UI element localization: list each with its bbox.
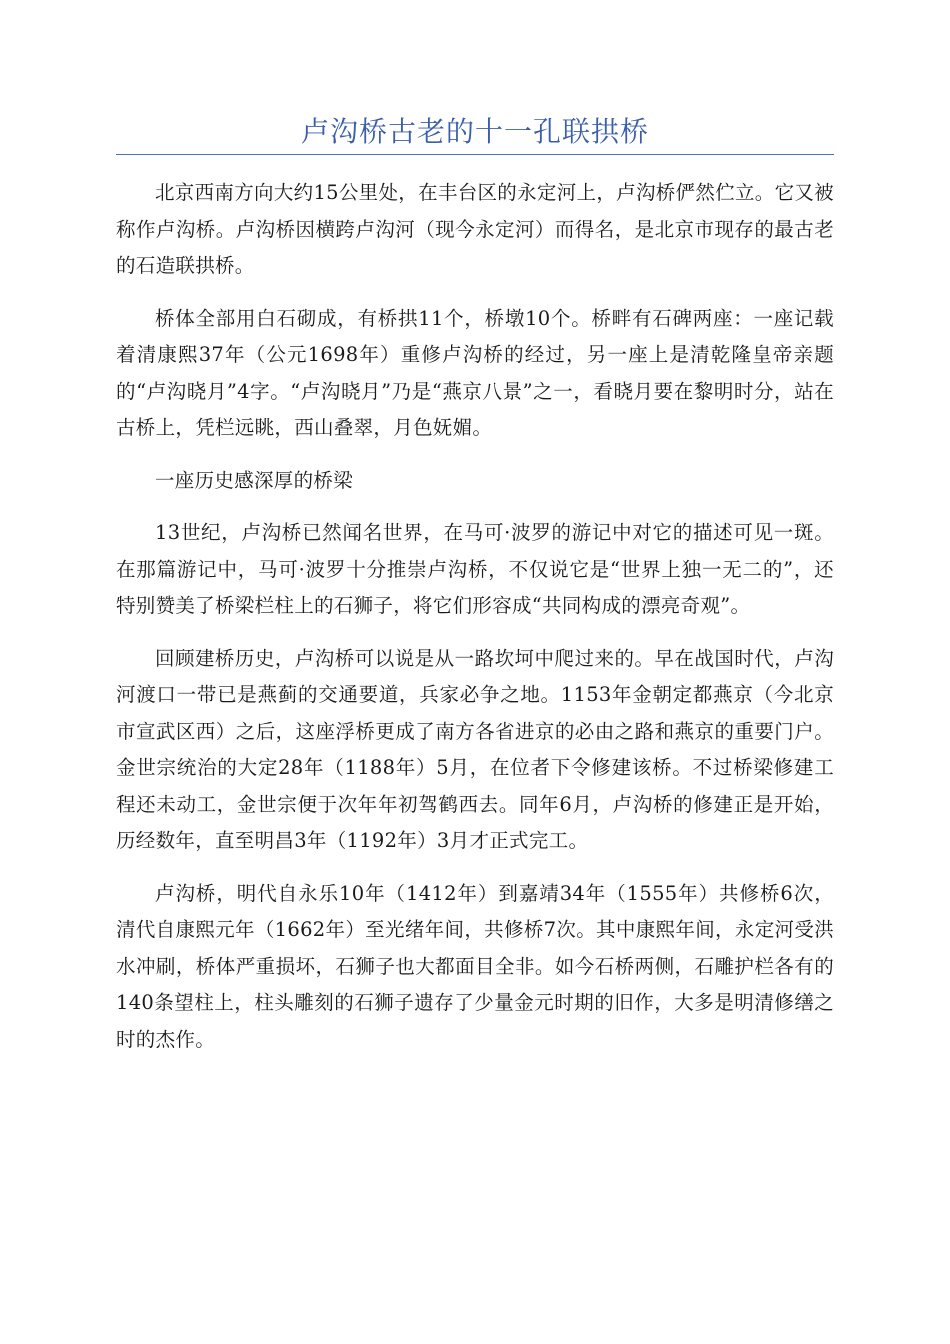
paragraph-history: 回顾建桥历史，卢沟桥可以说是从一路坎坷中爬过来的。早在战国时代，卢沟河渡口一带已是燕蓟的交通要道，兵家必争之地。1153年金朝定都燕京（今北京市宣武区西）之后，这座浮桥更成了南方各省进京的必由之路和燕京的重要门户。金世宗统治的大定28年（1188年）5月，在位者下令修建该桥。不过桥梁修建工程还未动工，金世宗便于次年年初驾鹤西去。同年6月，卢沟桥的修建正是开始，历经数年，直至明昌3年（1192年）3月才正式完工。 (116, 646, 834, 852)
document-title: 卢沟桥古老的十一孔联拱桥 (300, 115, 649, 148)
document-page (116, 112, 834, 1074)
section-heading: 一座历史感深厚的桥梁 (155, 468, 354, 492)
paragraph-marco-polo: 13世纪，卢沟桥已然闻名世界，在马可·波罗的游记中对它的描述可见一斑。在那篇游记中，马可·波罗十分推崇卢沟桥，不仅说它是“世界上独一无二的”，还特别赞美了桥梁栏柱上的石狮子，将它们形容成“共同构成的漂亮奇观”。 (116, 521, 834, 617)
title-underline (116, 154, 834, 155)
paragraph-intro: 北京西南方向大约15公里处，在丰台区的永定河上，卢沟桥俨然伫立。它又被称作卢沟桥。卢沟桥因横跨卢沟河（现今永定河）而得名，是北京市现存的最古老的石造联拱桥。 (116, 181, 834, 277)
paragraph-structure: 桥体全部用白石砌成，有桥拱11个，桥墩10个。桥畔有石碑两座：一座记载着清康熙37年（公元1698年）重修卢沟桥的经过，另一座上是清乾隆皇帝亲题的“卢沟晓月”4字。“卢沟晓月”乃是“燕京八景”之一，看晓月要在黎明时分，站在古桥上，凭栏远眺，西山叠翠，月色妩媚。 (116, 306, 834, 439)
paragraph-repairs: 卢沟桥，明代自永乐10年（1412年）到嘉靖34年（1555年）共修桥6次，清代自康熙元年（1662年）至光绪年间，共修桥7次。其中康熙年间，永定河受洪水冲刷，桥体严重损坏，石狮子也大都面目全非。如今石桥两侧，石雕护栏各有的140条望柱上，柱头雕刻的石狮子遗存了少量金元时期的旧作，大多是明清修缮之时的杰作。 (116, 881, 834, 1051)
